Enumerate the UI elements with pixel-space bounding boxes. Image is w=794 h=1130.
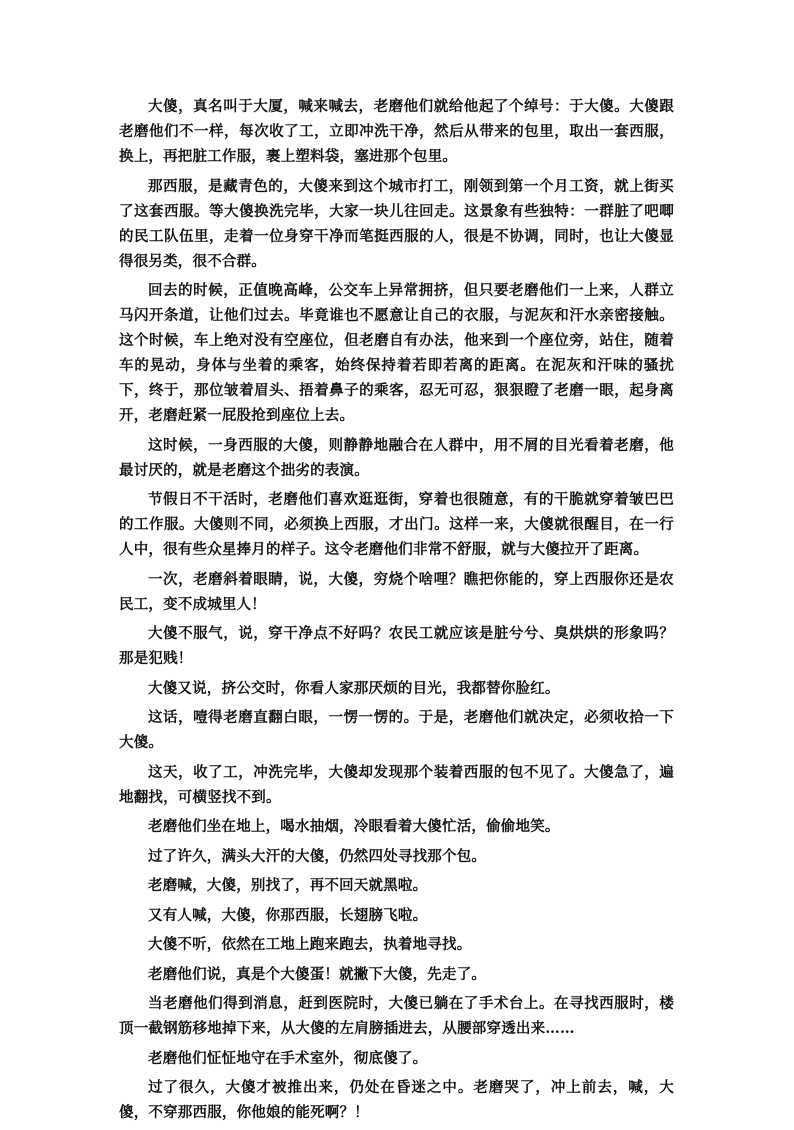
paragraph-7: 大傻不服气，说，穿干净点不好吗？农民工就应该是脏兮兮、臭烘烘的形象吗？那是犯贱！ xyxy=(119,625,674,667)
paragraph-15: 大傻不听，依然在工地上跑来跑去，执着地寻找。 xyxy=(148,936,472,953)
paragraph-2: 那西服，是藏青色的，大傻来到这个城市打工，刚领到第一个月工资，就上街买了这套西服。等大傻换洗完毕，大家一块儿往回走。这景象有些独特：一群脏了吧唧的民工队伍里，走着一位身穿干净而笔挺西服的人，很是不协调，同时，也让大傻显得很另类，很不合群。 xyxy=(119,177,674,270)
paragraph-11: 老磨他们坐在地上，喝水抽烟，冷眼看着大傻忙活，偷偷地笑。 xyxy=(148,818,560,835)
paragraph-9: 这话，噎得老磨直翻白眼，一愣一愣的。于是，老磨他们就决定，必须收拾一下大傻。 xyxy=(119,709,674,751)
paragraph-1: 大傻，真名叫于大厦，喊来喊去，老磨他们就给他起了个绰号：于大傻。大傻跟老磨他们不一样，每次收了工，立即冲洗干净，然后从带来的包里，取出一套西服，换上，再把脏工作服，裹上塑料袋，塞进那个包里。 xyxy=(119,98,674,165)
paragraph-17: 当老磨他们得到消息，赶到医院时，大傻已躺在了手术台上。在寻找西服时，楼顶一截钢筋移地掉下来，从大傻的左肩膀插进去，从腰部穿透出来…… xyxy=(119,995,674,1037)
paragraph-6: 一次，老磨斜着眼睛，说，大傻，穷烧个啥哩？瞧把你能的，穿上西服你还是农民工，变不成城里人！ xyxy=(119,570,674,613)
paragraph-3: 回去的时候，正值晚高峰，公交车上异常拥挤，但只要老磨他们一上来，人群立马闪开条道，让他们过去。毕竟谁也不愿意让自己的衣服，与泥灰和汗水亲密接触。这个时候，车上绝对没有空座位，但老磨自有办法，他来到一个座位旁，站住，随着车的晃动，身体与坐着的乘客，始终保持着若即若离的距离。在泥灰和汗味的骚扰下，终于，那位皱着眉头、捂着鼻子的乘客，忍无可忍，狠狠瞪了老磨一眼，起身离开，老磨赶紧一屁股抢到座位上去。 xyxy=(119,282,674,424)
paragraph-10: 这天，收了工，冲洗完毕，大傻却发现那个装着西服的包不见了。大傻急了，遍地翻找，可横竖找不到。 xyxy=(119,763,674,806)
paragraph-19: 过了很久，大傻才被推出来，仍处在昏迷之中。老磨哭了，冲上前去，喊，大傻，不穿那西服，你他娘的能死啊？！ xyxy=(119,1079,674,1121)
story-body xyxy=(119,94,674,1130)
paragraph-16: 老磨他们说，真是个大傻蛋！就撇下大傻，先走了。 xyxy=(148,965,487,983)
paragraph-18: 老磨他们怔怔地守在手术室外，彻底傻了。 xyxy=(148,1049,428,1067)
paragraph-5: 节假日不干活时，老磨他们喜欢逛逛街，穿着也很随意，有的干脆就穿着皱巴巴的工作服。大傻则不同，必须换上西服，才出门。这样一来，大傻就很醒目，在一行人中，很有些众星捧月的样子。这令老磨他们非常不舒服，就与大傻拉开了距离。 xyxy=(119,491,674,558)
paragraph-4: 这时候，一身西服的大傻，则静静地融合在人群中，用不屑的目光看着老磨，他最讨厌的，就是老磨这个拙劣的表演。 xyxy=(119,436,674,479)
paragraph-13: 老磨喊，大傻，别找了，再不回天就黑啦。 xyxy=(148,877,428,894)
paragraph-12: 过了许久，满头大汗的大傻，仍然四处寻找那个包。 xyxy=(148,847,487,865)
paragraph-8: 大傻又说，挤公交时，你看人家那厌烦的目光，我都替你脸红。 xyxy=(148,679,560,697)
paragraph-14: 又有人喊，大傻，你那西服，长翅膀飞啦。 xyxy=(148,906,428,924)
